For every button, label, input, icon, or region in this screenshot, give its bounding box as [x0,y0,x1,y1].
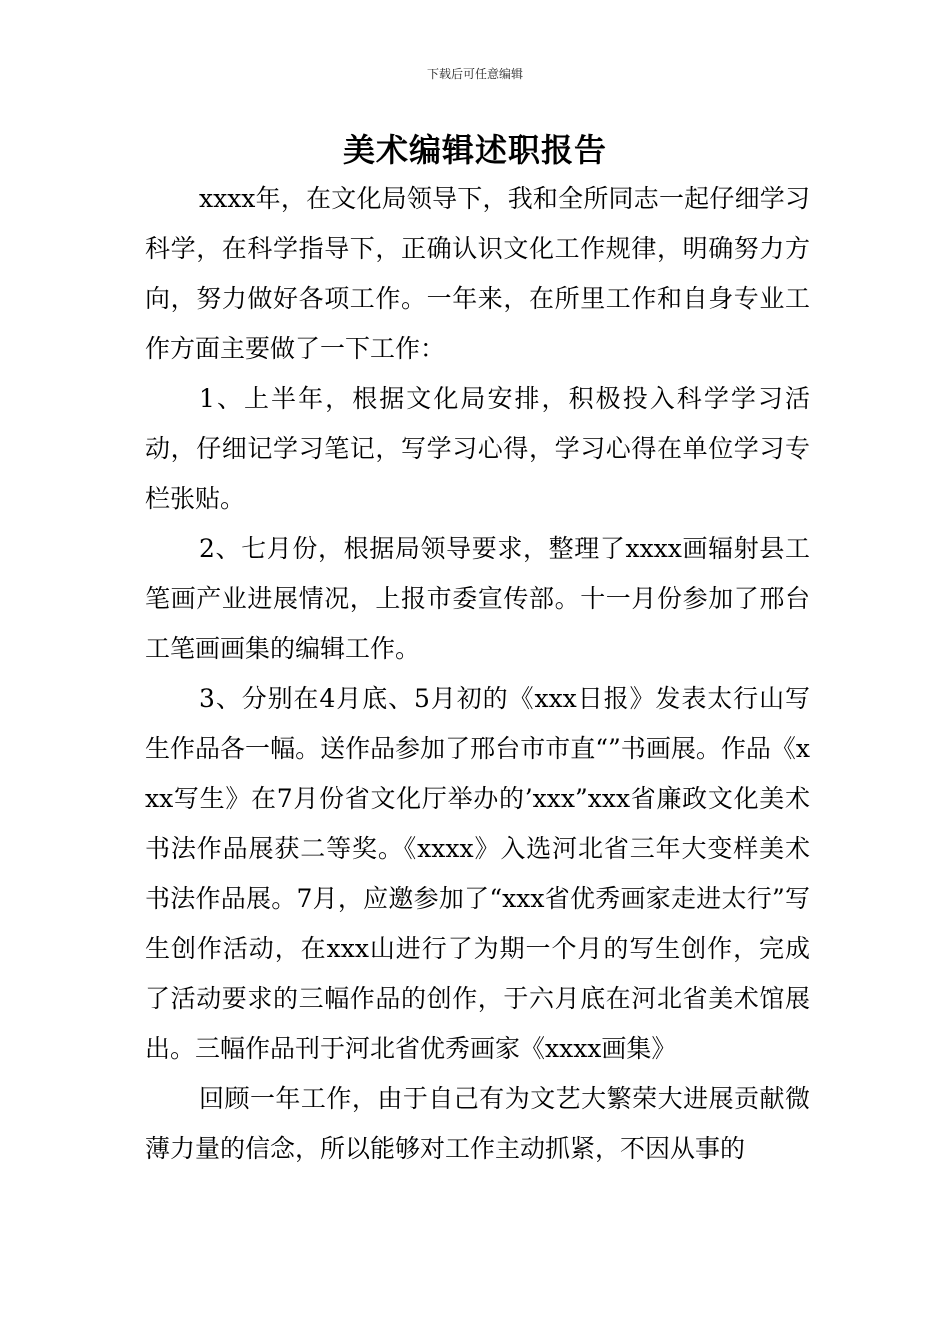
header-note: 下载后可任意编辑 [426,67,523,81]
document-body [145,174,810,1174]
paragraph-review: 回顾一年工作，由于自己有为文艺大繁荣大进展贡献微薄力量的信念，所以能够对工作主动抓紧，不因从事的 [145,1084,810,1163]
document-title: 美术编辑述职报告 [342,131,607,169]
paragraph-intro: xxxx年，在文化局领导下，我和全所同志一起仔细学习科学，在科学指导下，正确认识文化工作规律，明确努力方向，努力做好各项工作。一年来，在所里工作和自身专业工作方面主要做了一下工作： [145,184,810,363]
paragraph-item-3: 3、分别在4月底、5月初的《xxx日报》发表太行山写生作品各一幅。送作品参加了邢台市市直“”书画展。作品《xxx写生》在7月份省文化厅举办的’xxx”xxx省廉政文化美术书法作品展获二等奖。《xxxx》入选河北省三年大变样美术书法作品展。7月，应邀参加了“xxx省优秀画家走进太行”写生创作活动，在xxx山进行了为期一个月的写生创作，完成了活动要求的三幅作品的创作，于六月底在河北省美术馆展出。三幅作品刊于河北省优秀画家《xxxx画集》 [145,684,810,1063]
paragraph-item-2: 2、七月份，根据局领导要求，整理了xxxx画辐射县工笔画产业进展情况，上报市委宣传部。十一月份参加了邢台工笔画画集的编辑工作。 [145,534,810,663]
paragraph-item-1: 1、上半年，根据文化局安排，积极投入科学学习活动，仔细记学习笔记，写学习心得，学习心得在单位学习专栏张贴。 [145,384,810,513]
